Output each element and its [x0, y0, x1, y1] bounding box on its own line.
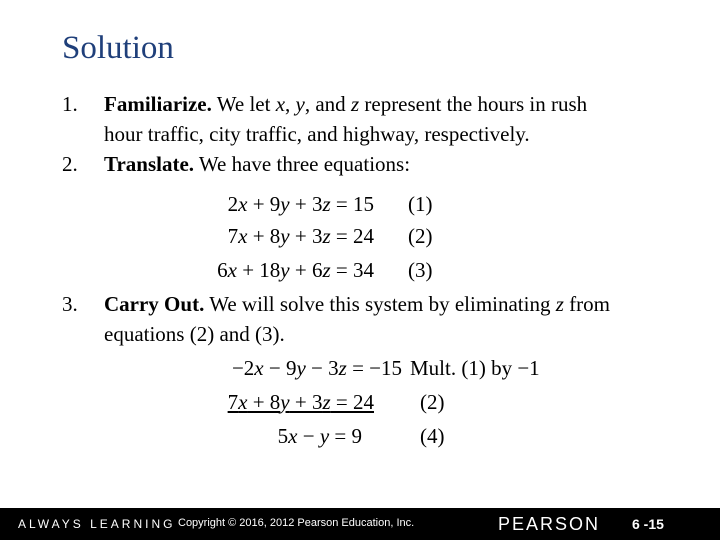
elimination-result: 5x − y = 9 [277, 424, 362, 448]
step-1-number: 1. [62, 92, 78, 116]
step-2-number: 2. [62, 152, 78, 176]
step-3-label: Carry Out. [104, 292, 205, 316]
step-3-line-1 [104, 294, 610, 315]
var-z: z [350, 92, 360, 116]
equation-1: 2x + 9y + 3z = 15 [227, 192, 374, 216]
step-1-line-1 [104, 94, 587, 115]
step-1-text: We let [211, 92, 276, 116]
step-2-label: Translate. [104, 152, 195, 176]
step-2-text: We have three equations: [194, 152, 411, 176]
elimination-line-1: −2x − 9y − 3z = −15 [231, 356, 402, 380]
equation-2-ref: (2) [408, 224, 433, 248]
equation-1-ref: (1) [408, 192, 433, 216]
pearson-logo: PEARSON [498, 514, 601, 534]
page-number: 6 -15 [632, 516, 664, 532]
step-2-line-1 [104, 154, 410, 175]
elimination-result-ref: (4) [420, 424, 445, 448]
step-3-text: from [563, 292, 610, 316]
footer-bar [0, 508, 720, 540]
equation-2: 7x + 8y + 3z = 24 [227, 224, 374, 248]
elimination-line-1-ref: Mult. (1) by −1 [410, 356, 540, 380]
step-1-sep: , [285, 92, 296, 116]
copyright-text: Copyright © 2016, 2012 Pearson Education, Inc. [178, 517, 415, 529]
slide-title: Solution [62, 30, 174, 66]
step-1-sep: , and [304, 92, 351, 116]
var-y: y [295, 92, 305, 116]
equation-3: 6x + 18y + 6z = 34 [217, 258, 374, 282]
step-3-text: We will solve this system by eliminating [204, 292, 556, 316]
step-1-line-2: hour traffic, city traffic, and highway, respectively. [104, 122, 530, 146]
var-x: x [275, 92, 286, 116]
elimination-line-2-ref: (2) [420, 390, 445, 414]
elimination-line-2: 7x + 8y + 3z = 24 [227, 390, 374, 414]
step-3-number: 3. [62, 292, 78, 316]
equation-3-ref: (3) [408, 258, 433, 282]
step-3-line-2: equations (2) and (3). [104, 322, 285, 346]
step-1-label: Familiarize. [104, 92, 212, 116]
always-learning-tagline: ALWAYS LEARNING [18, 517, 176, 531]
step-1-text: represent the hours in rush [359, 92, 588, 116]
var-z: z [555, 292, 564, 316]
